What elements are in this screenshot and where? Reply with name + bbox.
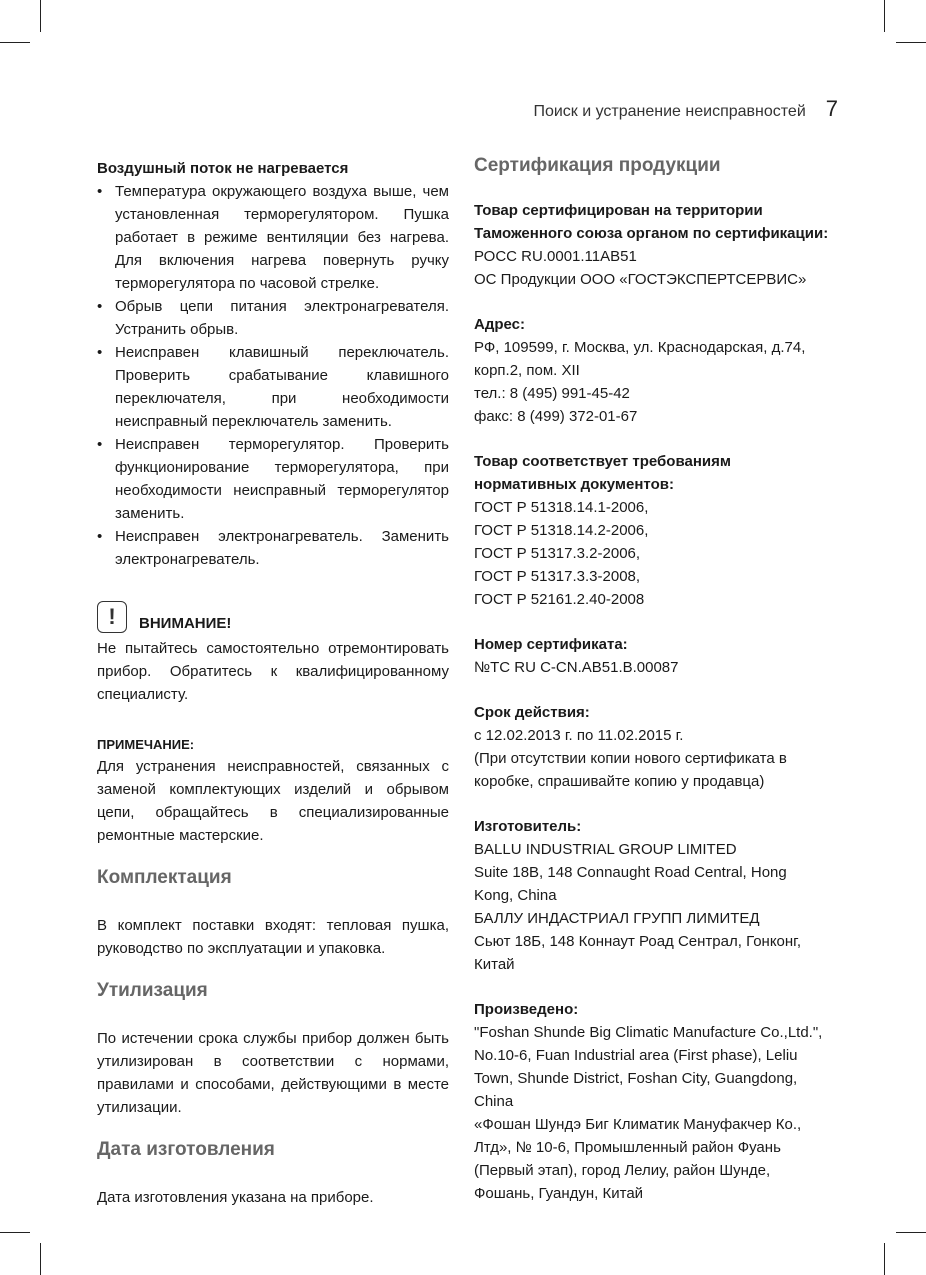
crop-mark (40, 1243, 41, 1275)
list-item: • Обрыв цепи питания электронагревателя. Устранить обрыв. (97, 295, 449, 341)
standards-label: Товар соответствует требованиям нормативных документов: (474, 453, 731, 493)
cert-number-block (474, 633, 829, 679)
page-header (533, 96, 838, 122)
manufacturer-block (474, 815, 829, 976)
standard-item: ГОСТ Р 51318.14.1-2006, (474, 499, 649, 516)
date-title: Дата изготовления (97, 1139, 275, 1160)
validity-label: Срок действия: (474, 704, 590, 721)
kit-text: В комплект поставки входят: тепловая пушка, руководство по эксплуатации и упаковка. (97, 917, 449, 957)
address-line: тел.: 8 (495) 991-45-42 (474, 385, 630, 402)
certified-block (474, 199, 829, 291)
crop-mark (896, 1232, 926, 1233)
disposal-title: Утилизация (97, 980, 208, 1001)
address-line: РФ, 109599, г. Москва, ул. Краснодарская, д.74, корп.2, пом. XII (474, 339, 806, 379)
cert-number-label: Номер сертификата: (474, 636, 628, 653)
crop-mark (884, 0, 885, 32)
list-item: • Неисправен электронагреватель. Заменить электронагреватель. (97, 525, 449, 571)
validity-line: (При отсутствии копии нового сертификата в коробке, спрашивайте копию у продавца) (474, 750, 787, 790)
validity-block (474, 701, 829, 793)
note-text: Для устранения неисправностей, связанных с заменой комплектующих изделий и обрывом цепи, обращайтесь в специализированные ремонтные мастерские. (97, 758, 449, 844)
produced-line: "Foshan Shunde Big Climatic Manufacture Co.,Ltd.", No.10-6, Fuan Industrial area (First phase), Leliu Town, Shunde District, Foshan City, Guangdong, China (474, 1024, 823, 1110)
certified-line: РОСС RU.0001.11АВ51 (474, 248, 637, 265)
standard-item: ГОСТ Р 52161.2.40-2008 (474, 591, 645, 608)
validity-line: с 12.02.2013 г. по 11.02.2015 г. (474, 727, 684, 744)
crop-mark (884, 1243, 885, 1275)
fault-title: Воздушный поток не нагревается (97, 160, 349, 177)
crop-mark (0, 1232, 30, 1233)
left-column (97, 157, 449, 1209)
crop-mark (40, 0, 41, 32)
standard-item: ГОСТ Р 51317.3.2-2006, (474, 545, 641, 562)
manufacturer-label: Изготовитель: (474, 818, 582, 835)
cert-number: №ТС RU C-CN.АВ51.В.00087 (474, 659, 679, 676)
manufacturer-line: BALLU INDUSTRIAL GROUP LIMITED (474, 841, 737, 858)
fault-list (97, 180, 449, 571)
certified-line: ОС Продукции ООО «ГОСТЭКСПЕРТСЕРВИС» (474, 271, 807, 288)
page-number: 7 (825, 96, 838, 121)
certified-label: Товар сертифицирован на территории Таможенного союза органом по сертификации: (474, 202, 829, 242)
date-text: Дата изготовления указана на приборе. (97, 1189, 374, 1206)
list-item: • Неисправен клавишный переключатель. Проверить срабатывание клавишного переключателя, при необходимости неисправный переключатель заменить. (97, 341, 449, 433)
standard-item: ГОСТ Р 51317.3.3-2008, (474, 568, 641, 585)
header-title: Поиск и устранение неисправностей (533, 103, 806, 120)
crop-mark (896, 42, 926, 43)
produced-label: Произведено: (474, 1001, 579, 1018)
cert-title: Сертификация продукции (474, 155, 721, 176)
address-line: факс: 8 (499) 372-01-67 (474, 408, 638, 425)
warning-heading (97, 601, 449, 633)
crop-mark (0, 42, 30, 43)
warning-text: Не пытайтесь самостоятельно отремонтировать прибор. Обратитесь к квалифицированному специалисту. (97, 640, 449, 703)
address-label: Адрес: (474, 316, 525, 333)
address-block (474, 313, 829, 428)
manufacturer-line: Сьют 18Б, 148 Коннаут Роад Сентрал, Гонконг, Китай (474, 933, 801, 973)
kit-title: Комплектация (97, 867, 232, 888)
warning-icon: ! (97, 601, 127, 633)
disposal-text: По истечении срока службы прибор должен быть утилизирован в соответствии с нормами, правилами и способами, действующими в месте утилизации. (97, 1030, 449, 1116)
note-title: ПРИМЕЧАНИЕ: (97, 737, 195, 752)
right-column (474, 157, 829, 1205)
list-item: • Температура окружающего воздуха выше, чем установленная терморегулятором. Пушка работает в режиме вентиляции без нагрева. Для включения нагрева повернуть ручку терморегулятора по часовой стрелке. (97, 180, 449, 295)
standards-block (474, 450, 829, 611)
list-item: • Неисправен терморегулятор. Проверить функционирование терморегулятора, при необходимости неисправный терморегулятор заменить. (97, 433, 449, 525)
produced-block (474, 998, 829, 1205)
standard-item: ГОСТ Р 51318.14.2-2006, (474, 522, 649, 539)
warning-title: ВНИМАНИЕ! (139, 615, 232, 632)
manufacturer-line: Suite 18B, 148 Connaught Road Central, Hong Kong, China (474, 864, 787, 904)
produced-line: «Фошан Шундэ Биг Климатик Мануфакчер Ко., Лтд», № 10-6, Промышленный район Фуань (Первый этап), город Лелиу, район Шунде, Фошань, Гуандун, Китай (474, 1116, 802, 1202)
manufacturer-line: БАЛЛУ ИНДАСТРИАЛ ГРУПП ЛИМИТЕД (474, 910, 760, 927)
